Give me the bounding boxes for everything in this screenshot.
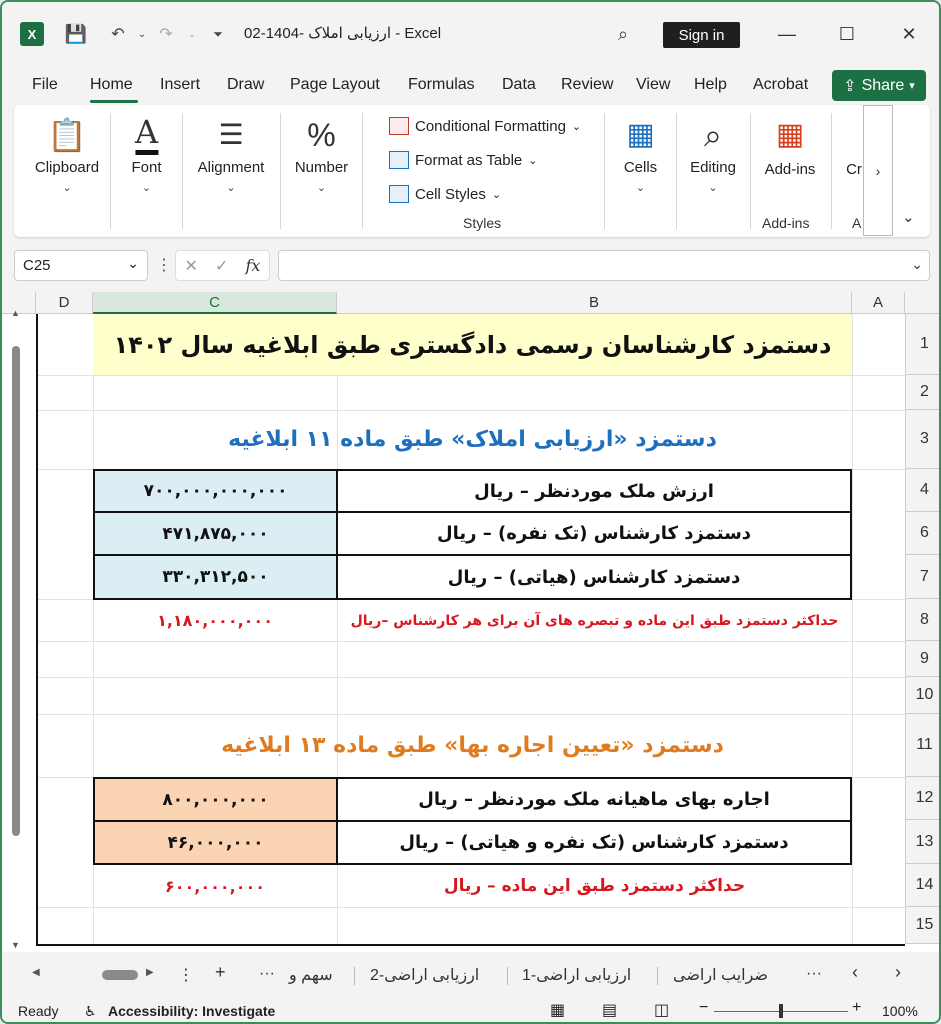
divider xyxy=(362,113,363,229)
cells-label: Cells xyxy=(623,159,658,176)
gridline xyxy=(852,314,853,944)
divider xyxy=(750,113,751,229)
worksheet-grid[interactable] xyxy=(2,292,941,952)
redo-dropdown-icon[interactable]: ⌄ xyxy=(187,28,197,40)
chevron-right-icon[interactable]: › xyxy=(895,962,901,982)
s1-max-label[interactable]: حداکثر دستمزد طبق این ماده و تبصره های آن برای هر کارشناس –ریال xyxy=(350,612,839,629)
font-color-icon: A xyxy=(135,115,158,155)
align-icon: ☰ xyxy=(218,119,244,150)
format-as-table-button[interactable] xyxy=(389,151,538,169)
ribbon-scroll-right-button[interactable] xyxy=(863,105,893,236)
undo-dropdown-icon[interactable]: ⌄ xyxy=(137,28,147,40)
s2-value-cell[interactable]: ۴۶,۰۰۰,۰۰۰ xyxy=(93,820,338,865)
gridline xyxy=(36,641,905,642)
scroll-up-icon[interactable]: ▲ xyxy=(11,308,20,318)
row-header[interactable]: 9 xyxy=(905,641,941,677)
more-options-icon[interactable]: ⋮ xyxy=(178,967,194,984)
insert-function-button[interactable]: fx xyxy=(245,256,261,275)
cell-styles-label: Cell Styles xyxy=(415,185,486,203)
s2-max-label[interactable]: حداکثر دستمزد طبق این ماده – ریال xyxy=(443,876,746,896)
row-header[interactable]: 7 xyxy=(905,555,941,599)
scroll-down-icon[interactable]: ▼ xyxy=(11,940,20,950)
divider xyxy=(110,113,111,229)
section2-title[interactable]: دستمزد «تعیین اجاره بها» طبق ماده ۱۳ ابلاغیه xyxy=(221,733,724,758)
tab-insert[interactable]: Insert xyxy=(160,76,201,93)
clipboard-label: Clipboard xyxy=(34,159,100,176)
gridline xyxy=(36,907,905,908)
acrobat-group-title: A xyxy=(852,215,862,231)
more-options-icon[interactable]: ⋮ xyxy=(156,257,172,274)
alignment-label: Alignment xyxy=(197,159,265,176)
cell-styles-icon xyxy=(389,185,409,203)
s1-label-cell[interactable]: ارزش ملک موردنظر – ریال xyxy=(337,469,852,513)
column-header-d[interactable]: D xyxy=(36,292,93,314)
sheet-title[interactable]: دستمزد کارشناسان رسمی دادگستری طبق ابلاغیه سال ۱۴۰۲ xyxy=(93,314,852,375)
add-ins-group-title: Add-ins xyxy=(762,215,810,231)
excel-logo-icon: X xyxy=(20,22,44,46)
tab-page-layout[interactable]: Page Layout xyxy=(290,76,380,93)
share-icon: ⇪ xyxy=(843,77,857,95)
row-header[interactable]: 14 xyxy=(905,864,941,907)
page-break-view-icon[interactable]: ◫ xyxy=(654,1002,670,1019)
print-border xyxy=(36,314,38,946)
conditional-formatting-icon xyxy=(389,117,409,135)
divider xyxy=(182,113,183,229)
row-header[interactable]: 6 xyxy=(905,512,941,555)
row-header[interactable]: 4 xyxy=(905,469,941,512)
styles-group-title: Styles xyxy=(463,215,502,231)
sheet-tab[interactable]: ارزیابی اراضی-1 xyxy=(522,967,632,984)
search-icon[interactable]: ⌕ xyxy=(617,23,629,44)
sheet-tab[interactable]: سهم و xyxy=(289,967,333,984)
maximize-button[interactable]: ☐ xyxy=(838,23,856,44)
chevron-down-icon: ▾ xyxy=(909,80,915,92)
tab-draw[interactable]: Draw xyxy=(227,76,265,93)
status-ready: Ready xyxy=(18,1003,59,1019)
zoom-out-button[interactable]: − xyxy=(699,999,709,1016)
s2-label-cell[interactable]: اجاره بهای ماهیانه ملک موردنظر – ریال xyxy=(337,777,852,822)
cells-icon: ▦ xyxy=(626,118,655,151)
row-header[interactable]: 15 xyxy=(905,907,941,944)
s1-value-cell[interactable]: ۷۰۰,۰۰۰,۰۰۰,۰۰۰ xyxy=(93,469,338,513)
horizontal-scroll-thumb[interactable] xyxy=(102,970,138,980)
chevron-down-icon: ⌄ xyxy=(141,182,152,194)
number-label: Number xyxy=(294,159,349,176)
conditional-formatting-label: Conditional Formatting xyxy=(415,117,566,135)
chevron-down-icon: ⌄ xyxy=(635,182,646,194)
chevron-down-icon: ⌄ xyxy=(571,120,582,133)
scroll-left-icon[interactable]: ◀ xyxy=(32,967,40,978)
customize-toolbar-icon[interactable]: ⏷ xyxy=(213,26,223,41)
save-icon[interactable]: 💾 xyxy=(64,23,88,44)
sheet-tab[interactable]: ضرایب اراضی xyxy=(673,967,769,984)
tab-view[interactable]: View xyxy=(636,76,671,93)
gridline xyxy=(36,677,905,678)
zoom-level[interactable]: 100% xyxy=(882,1003,918,1019)
divider xyxy=(354,967,355,985)
add-ins-label: Add-ins xyxy=(764,161,816,178)
s2-max-value[interactable]: ۶۰۰,۰۰۰,۰۰۰ xyxy=(164,876,266,896)
minimize-button[interactable]: — xyxy=(778,23,796,44)
status-bar xyxy=(2,995,941,1024)
close-button[interactable]: ✕ xyxy=(901,23,917,44)
chevron-down-icon: ⌄ xyxy=(528,154,538,167)
sheet-tab[interactable]: ارزیابی اراضی-2 xyxy=(370,967,480,984)
tab-acrobat[interactable]: Acrobat xyxy=(753,76,809,93)
cell-styles-button[interactable] xyxy=(389,185,501,203)
vertical-scroll-thumb[interactable] xyxy=(12,346,20,836)
percent-icon: % xyxy=(307,117,336,153)
share-button[interactable] xyxy=(832,70,926,101)
tab-formulas[interactable]: Formulas xyxy=(408,76,475,93)
row-header[interactable]: 8 xyxy=(905,599,941,641)
ribbon-tabs xyxy=(2,64,939,104)
editing-group[interactable] xyxy=(678,105,748,237)
redo-icon[interactable]: ↷ xyxy=(159,26,173,43)
column-header-corner xyxy=(905,292,941,314)
chevron-down-icon: ⌄ xyxy=(491,188,502,201)
alignment-group[interactable] xyxy=(186,105,276,237)
zoom-in-button[interactable]: + xyxy=(852,999,862,1016)
expand-formula-icon[interactable]: ⌄ xyxy=(911,256,923,272)
clipboard-icon: 📋 xyxy=(47,117,87,153)
title-bar xyxy=(2,2,939,64)
conditional-formatting-button[interactable] xyxy=(389,117,581,135)
clipboard-group[interactable] xyxy=(22,105,112,237)
undo-icon[interactable]: ↶ xyxy=(111,26,125,43)
tab-file[interactable]: File xyxy=(32,76,58,93)
column-header-b[interactable]: B xyxy=(337,292,852,314)
cells-group[interactable] xyxy=(608,105,673,237)
normal-view-icon[interactable]: ▦ xyxy=(550,1002,566,1019)
tab-home[interactable]: Home xyxy=(90,76,133,93)
cancel-icon[interactable]: ✕ xyxy=(184,257,198,275)
more-sheets-icon[interactable]: ··· xyxy=(259,965,275,982)
add-ins-icon: ▦ xyxy=(775,118,805,151)
window-title: ارزیابی املاک -1404-02 - Excel xyxy=(244,25,442,42)
accessibility-status[interactable]: Accessibility: Investigate xyxy=(108,1003,276,1019)
font-label: Font xyxy=(131,159,162,176)
name-box-value: C25 xyxy=(23,257,51,274)
vertical-scrollbar[interactable] xyxy=(10,316,22,942)
font-group[interactable] xyxy=(114,105,179,237)
divider xyxy=(280,113,281,229)
chevron-down-icon: ⌄ xyxy=(316,182,327,194)
tab-data[interactable]: Data xyxy=(502,76,536,93)
s1-label-cell[interactable]: دستمزد کارشناس (هیاتی) – ریال xyxy=(337,554,852,600)
chevron-left-icon[interactable]: ‹ xyxy=(852,962,858,982)
zoom-slider-thumb[interactable] xyxy=(779,1004,783,1018)
active-tab-indicator xyxy=(90,100,138,103)
divider xyxy=(676,113,677,229)
name-box[interactable] xyxy=(14,250,148,281)
chevron-down-icon: ⌄ xyxy=(708,182,718,194)
row-header[interactable]: 10 xyxy=(905,677,941,714)
tab-help[interactable]: Help xyxy=(694,76,727,93)
format-as-table-icon xyxy=(389,151,409,169)
column-header-a[interactable]: A xyxy=(852,292,905,314)
column-header-c[interactable]: C xyxy=(93,292,337,314)
row-header[interactable]: 12 xyxy=(905,777,941,820)
sheet-tab-bar xyxy=(2,957,941,993)
divider xyxy=(507,967,508,985)
format-as-table-label: Format as Table xyxy=(415,151,523,169)
gridline xyxy=(36,375,905,376)
row-header[interactable]: 3 xyxy=(905,410,941,469)
confirm-icon[interactable]: ✓ xyxy=(215,257,229,275)
number-group[interactable] xyxy=(284,105,359,237)
s2-value-cell[interactable]: ۸۰۰,۰۰۰,۰۰۰ xyxy=(93,777,338,822)
scroll-right-icon[interactable]: ▶ xyxy=(146,967,154,978)
horizontal-scrollbar[interactable] xyxy=(32,964,162,986)
s1-label-cell[interactable]: دستمزد کارشناس (تک نفره) – ریال xyxy=(337,511,852,556)
chevron-down-icon: ⌄ xyxy=(226,182,236,194)
more-sheets-icon[interactable]: ··· xyxy=(806,965,822,982)
magnifier-icon: ⌕ xyxy=(704,117,722,153)
formula-input[interactable] xyxy=(278,250,930,281)
divider xyxy=(604,113,605,229)
tab-review[interactable]: Review xyxy=(561,76,614,93)
chevron-right-icon: › xyxy=(875,162,881,179)
row-header[interactable]: 13 xyxy=(905,820,941,864)
formula-buttons xyxy=(175,250,270,281)
chevron-down-icon: ⌄ xyxy=(127,255,139,271)
ribbon xyxy=(14,105,930,237)
sign-in-button[interactable]: Sign in xyxy=(663,22,740,48)
s1-max-value[interactable]: ۱,۱۸۰,۰۰۰,۰۰۰ xyxy=(157,611,273,630)
row-header[interactable]: 2 xyxy=(905,375,941,410)
row-header[interactable]: 1 xyxy=(905,314,941,375)
row-header[interactable]: 11 xyxy=(905,714,941,777)
section1-title[interactable]: دستمزد «ارزیابی املاک» طبق ماده ۱۱ ابلاغیه xyxy=(228,427,717,452)
add-sheet-button[interactable]: + xyxy=(215,962,226,982)
divider xyxy=(657,967,658,985)
s2-label-cell[interactable]: دستمزد کارشناس (تک نفره و هیاتی) – ریال xyxy=(337,820,852,865)
s1-value-cell[interactable]: ۴۷۱,۸۷۵,۰۰۰ xyxy=(93,511,338,556)
share-label: Share xyxy=(861,76,905,94)
print-border xyxy=(36,944,905,946)
collapse-ribbon-icon[interactable]: ⌄ xyxy=(902,209,915,226)
accessibility-icon[interactable]: ♿ xyxy=(84,1003,97,1019)
s1-value-cell[interactable]: ۳۳۰,۳۱۲,۵۰۰ xyxy=(93,554,338,600)
page-layout-view-icon[interactable]: ▤ xyxy=(602,1002,618,1019)
editing-label: Editing xyxy=(690,159,736,176)
chevron-down-icon: ⌄ xyxy=(62,182,72,194)
divider xyxy=(831,113,832,229)
create-label: Cr xyxy=(846,161,862,178)
